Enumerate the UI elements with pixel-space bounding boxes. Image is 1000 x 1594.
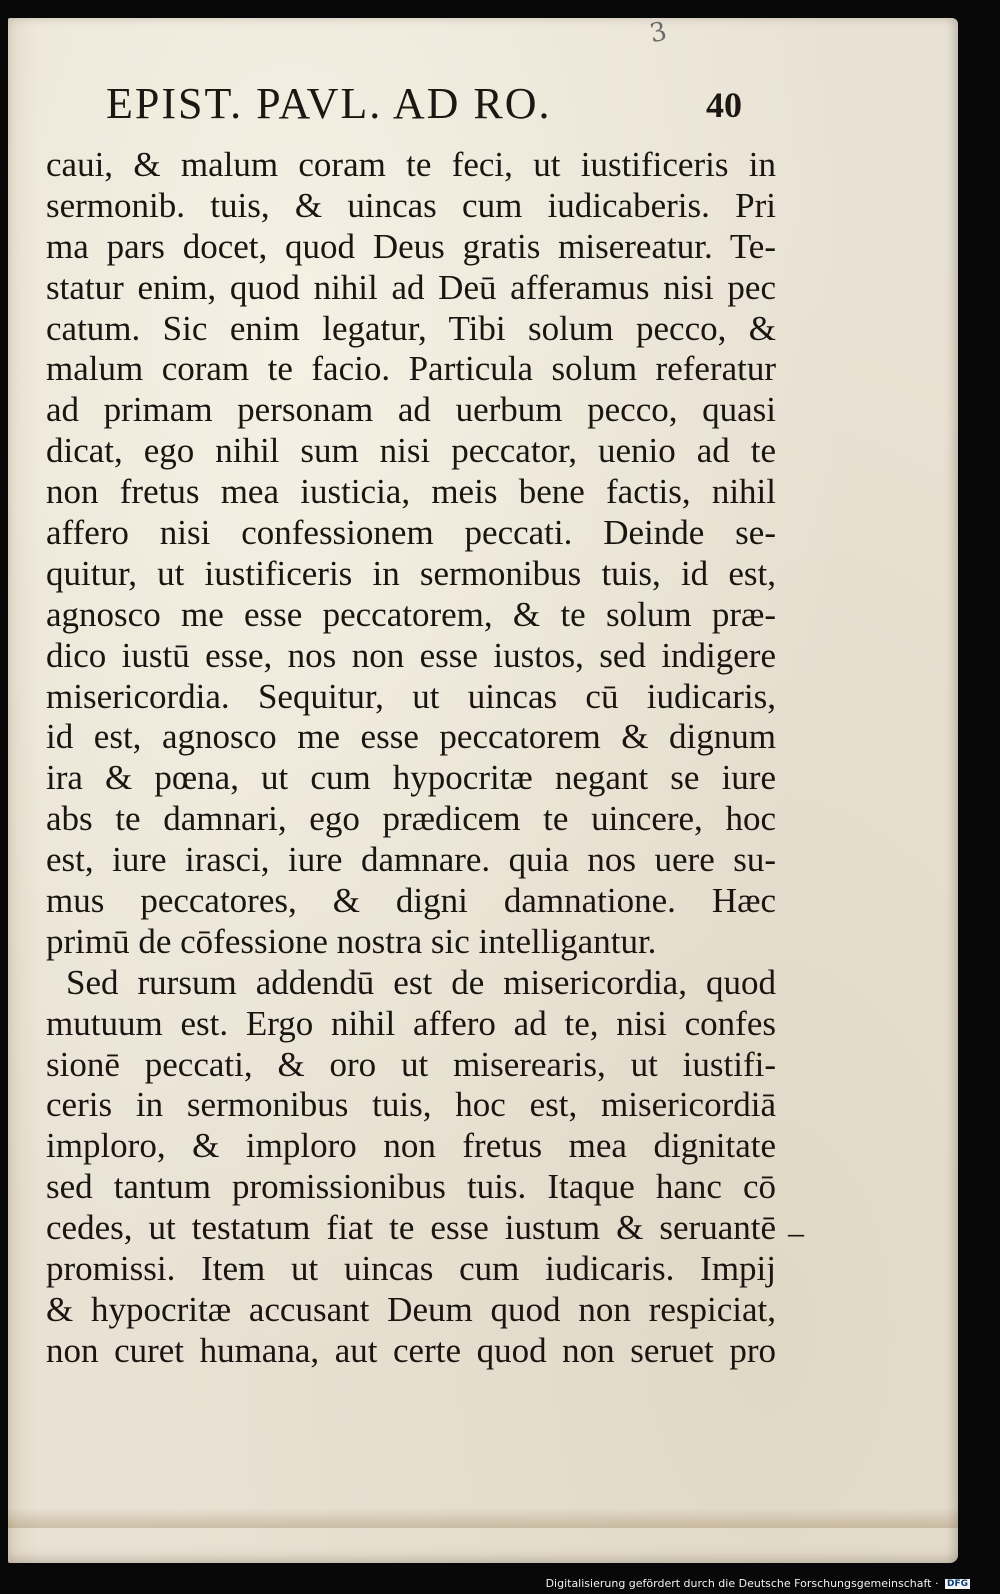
text-line: mus peccatores, & digni damnatione. Hæc xyxy=(46,881,776,921)
text-line: ad primam personam ad uerbum pecco, quasi xyxy=(46,390,776,430)
text-line: abs te damnari, ego prædicem te uincere, hoc xyxy=(46,799,776,839)
text-line: malum coram te facio. Particula solum referatur xyxy=(46,349,776,389)
text-line: misericordia. Sequitur, ut uincas cū iudicaris, xyxy=(46,676,776,716)
text-line: promissi. Item ut uincas cum iudicaris. Impij xyxy=(46,1249,776,1289)
text-line: mutuum est. Ergo nihil affero ad te, nisi confes xyxy=(46,1003,776,1043)
text-line: affero nisi confessionem peccati. Deinde se- xyxy=(46,513,776,553)
text-line: sionē peccati, & oro ut miserearis, ut iustifi- xyxy=(46,1044,776,1084)
page-bottom-edge xyxy=(8,1508,958,1528)
text-line: catum. Sic enim legatur, Tibi solum pecco, & xyxy=(46,308,776,348)
text-line: agnosco me esse peccatorem, & te solum præ- xyxy=(46,594,776,634)
text-line: imploro, & imploro non fretus mea dignitate xyxy=(46,1126,776,1166)
text-line: & hypocritæ accusant Deum quod non respiciat, xyxy=(46,1289,776,1329)
text-line: statur enim, quod nihil ad Deū afferamus nisi pec xyxy=(46,267,776,307)
text-line: sermonib. tuis, & uincas cum iudicaberis. Pri xyxy=(46,185,776,225)
text-line: dico iustū esse, nos non esse iustos, sed indigere xyxy=(46,635,776,675)
running-head: EPIST. PAVL. AD RO. xyxy=(106,79,552,128)
text-line: est, iure irasci, iure damnare. quia nos uere su- xyxy=(46,840,776,880)
text-line: dicat, ego nihil sum nisi peccator, uenio ad te xyxy=(46,431,776,471)
text-block xyxy=(46,145,776,1372)
text-line: caui, & malum coram te feci, ut iustificeris in xyxy=(46,145,776,184)
text-line: primū de cōfessione nostra sic intelligantur. xyxy=(46,921,657,961)
margin-dash: – xyxy=(788,1214,804,1250)
text-line: id est, agnosco me esse peccatorem & dignum xyxy=(46,717,776,757)
digitization-credit xyxy=(546,1577,970,1590)
credit-text: Digitalisierung gefördert durch die Deutsche Forschungsgemeinschaft · xyxy=(545,1577,939,1590)
text-line: ira & pœna, ut cum hypocritæ negant se iure xyxy=(46,758,776,798)
text-line: ceris in sermonibus tuis, hoc est, misericordiā xyxy=(46,1085,776,1125)
text-line: non curet humana, aut certe quod non seruet pro xyxy=(46,1330,776,1370)
text-line: non fretus mea iusticia, meis bene factis, nihil xyxy=(46,472,776,512)
text-line: ma pars docet, quod Deus gratis misereatur. Te- xyxy=(46,226,776,266)
text-line: Sed rursum addendū est de misericordia, quod xyxy=(66,962,776,1002)
folio-number: 40 xyxy=(706,85,742,125)
text-line: sed tantum promissionibus tuis. Itaque hanc cō xyxy=(46,1167,776,1207)
text-line: cedes, ut testatum fiat te esse iustum & seruantē xyxy=(46,1208,776,1248)
pencil-mark: 3 xyxy=(647,16,670,50)
text-line: quitur, ut iustificeris in sermonibus tuis, id est, xyxy=(46,553,776,593)
dfg-logo: DFG xyxy=(946,1579,968,1589)
